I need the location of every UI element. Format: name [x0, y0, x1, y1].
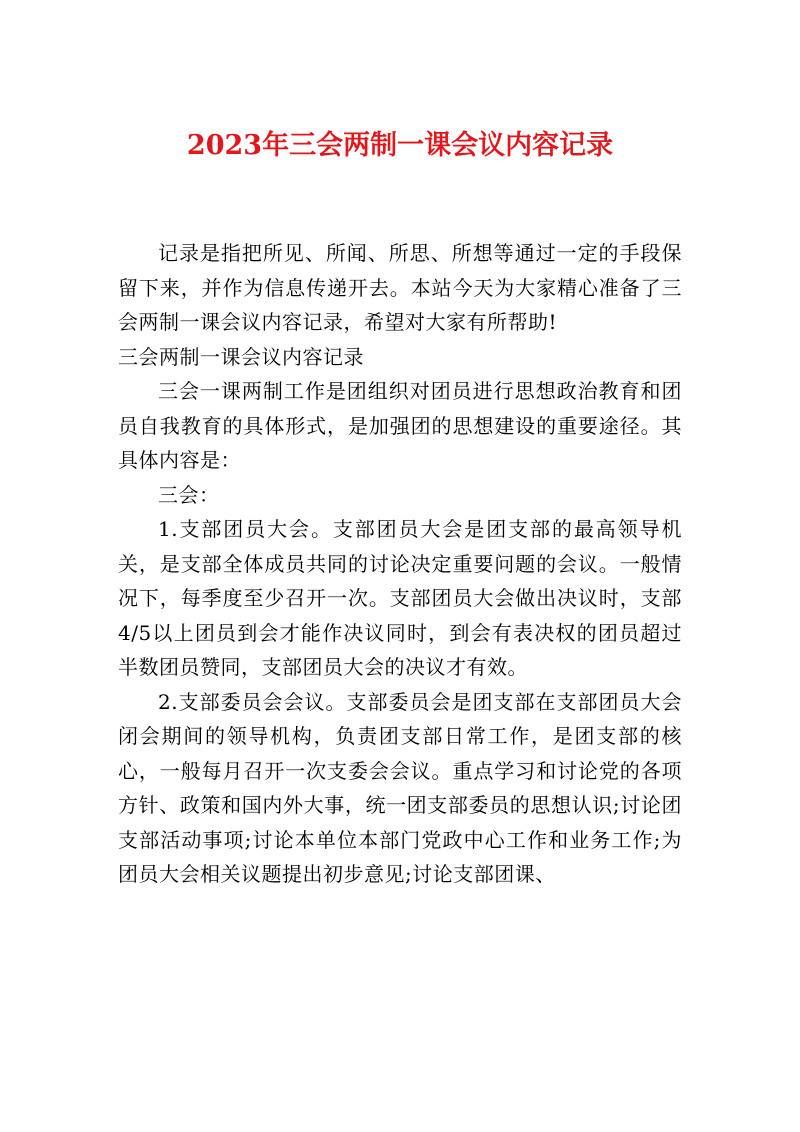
branch-committee-meeting-paragraph: 2.支部委员会会议。支部委员会是团支部在支部团员大会闭会期间的领导机构，负责团支部日常工作，是团支部的核心，一般每月召开一次支委会会议。重点学习和讨论党的各项方针、政策和国内外大事，统一团支部委员的思想认识;讨论团支部活动事项;讨论本单位本部门党政中心工作和业务工作;为团员大会相关议题提出初步意见;讨论支部团课、: [118, 689, 682, 886]
document-body: [118, 236, 682, 892]
three-meetings-label: 三会：: [158, 482, 220, 507]
section-heading: 三会两制一课会议内容记录: [118, 344, 364, 369]
document-title: 2023年三会两制一课会议内容记录: [186, 130, 614, 161]
overview-paragraph: 三会一课两制工作是团组织对团员进行思想政治教育和团员自我教育的具体形式，是加强团的思想建设的重要途径。其具体内容是：: [118, 379, 682, 472]
intro-paragraph: 记录是指把所见、所闻、所思、所想等通过一定的手段保留下来，并作为信息传递开去。本站今天为大家精心准备了三会两制一课会议内容记录，希望对大家有所帮助!: [118, 241, 682, 334]
branch-general-meeting-paragraph: 1.支部团员大会。支部团员大会是团支部的最高领导机关，是支部全体成员共同的讨论决定重要问题的会议。一般情况下，每季度至少召开一次。支部团员大会做出决议时，支部4/5以上团员到会才能作决议同时，到会有表决权的团员超过半数团员赞同，支部团员大会的决议才有效。: [118, 517, 682, 679]
